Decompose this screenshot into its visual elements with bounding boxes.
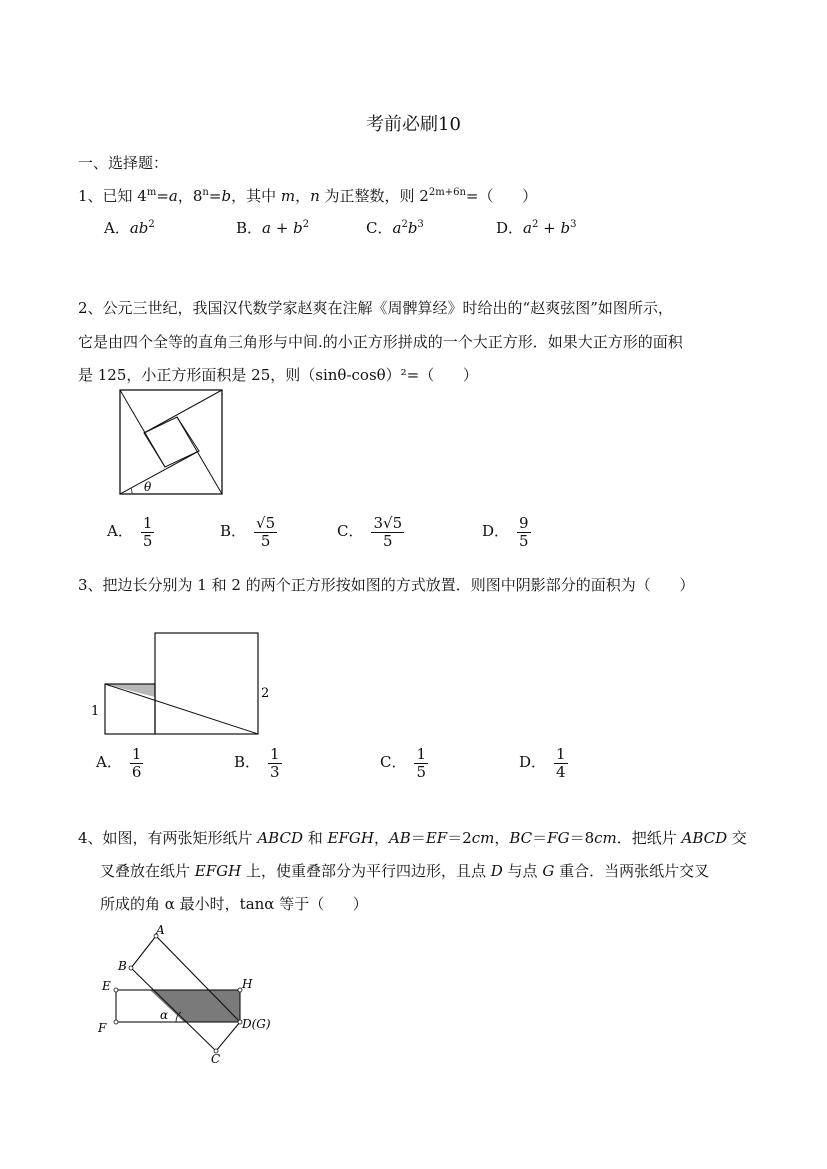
label-f: F — [98, 1021, 107, 1035]
section-heading: 一、选择题： — [78, 154, 169, 172]
small-square-label: 1 — [91, 704, 100, 719]
q3-option-d[interactable]: D． $\frac{1}{4}$ — [519, 745, 566, 781]
q3-option-c[interactable]: C． $\frac{1}{5}$ — [380, 745, 427, 781]
q2-stem-line-1: 2、公元三世纪，我国汉代数学家赵爽在注解《周髀算经》时给出的“赵爽弦图”如图所示， — [78, 299, 673, 317]
big-square-label: 2 — [261, 686, 270, 701]
q2-option-b[interactable]: B． $\frac{√5}{5}$ — [220, 514, 276, 550]
label-dg: D(G) — [242, 1017, 271, 1031]
q3-option-a[interactable]: A． $\frac{1}{6}$ — [96, 745, 142, 781]
q2-option-a[interactable]: A． $\frac{1}{5}$ — [107, 514, 153, 550]
label-a: A — [156, 923, 165, 937]
q2-stem-line-3: 是 125，小正方形面积是 25，则（sinθ-cosθ）²=（ ） — [78, 366, 478, 384]
label-e: E — [102, 979, 111, 993]
q3-option-b[interactable]: B． $\frac{1}{3}$ — [234, 745, 280, 781]
q4-stem-line-1: 4、如图，有两张矩形纸片 ABCD 和 EFGH，AB＝EF＝2cm，BC＝FG＝8cm．把纸片 ABCD 交 — [78, 829, 747, 847]
q1-option-c[interactable]: C．$a^2b^3$ — [366, 219, 424, 237]
q1-option-a[interactable]: A．$ab^2$ — [104, 219, 155, 237]
q2-stem-line-2: 它是由四个全等的直角三角形与中间.的小正方形拼成的一个大正方形．如果大正方形的面积 — [78, 333, 683, 351]
page-title: 考前必刷10 — [366, 114, 461, 135]
q2-option-c[interactable]: C． $\frac{3√5}{5}$ — [337, 514, 403, 550]
q4-stem-line-3: 所成的角 α 最小时，tanα 等于（ ） — [100, 895, 368, 913]
overlapping-rectangles-diagram — [90, 920, 290, 1065]
q1-stem: 1、已知 $4^m=a$，$8^n=b$，其中 m，n 为正整数，则 $2^{2m+6n}=$（ ） — [78, 187, 538, 205]
label-h: H — [242, 977, 253, 991]
q4-stem-line-2: 叉叠放在纸片 EFGH 上，使重叠部分为平行四边形，且点 D 与点 G 重合．当两张纸片交叉 — [100, 862, 710, 880]
q1-option-d[interactable]: D．$a^2 + b^3$ — [496, 219, 577, 237]
q2-option-d[interactable]: D． $\frac{9}{5}$ — [482, 514, 529, 550]
label-b: B — [118, 959, 127, 973]
zhao-shuang-diagram — [110, 382, 230, 500]
label-c: C — [211, 1052, 221, 1065]
label-alpha: α — [160, 1008, 169, 1022]
q1-option-b[interactable]: B．$a + b^2$ — [236, 219, 310, 237]
theta-label: θ — [144, 480, 152, 494]
q3-stem: 3、把边长分别为 1 和 2 的两个正方形按如图的方式放置．则图中阴影部分的面积为（ ） — [78, 576, 695, 594]
two-squares-diagram — [85, 625, 280, 740]
